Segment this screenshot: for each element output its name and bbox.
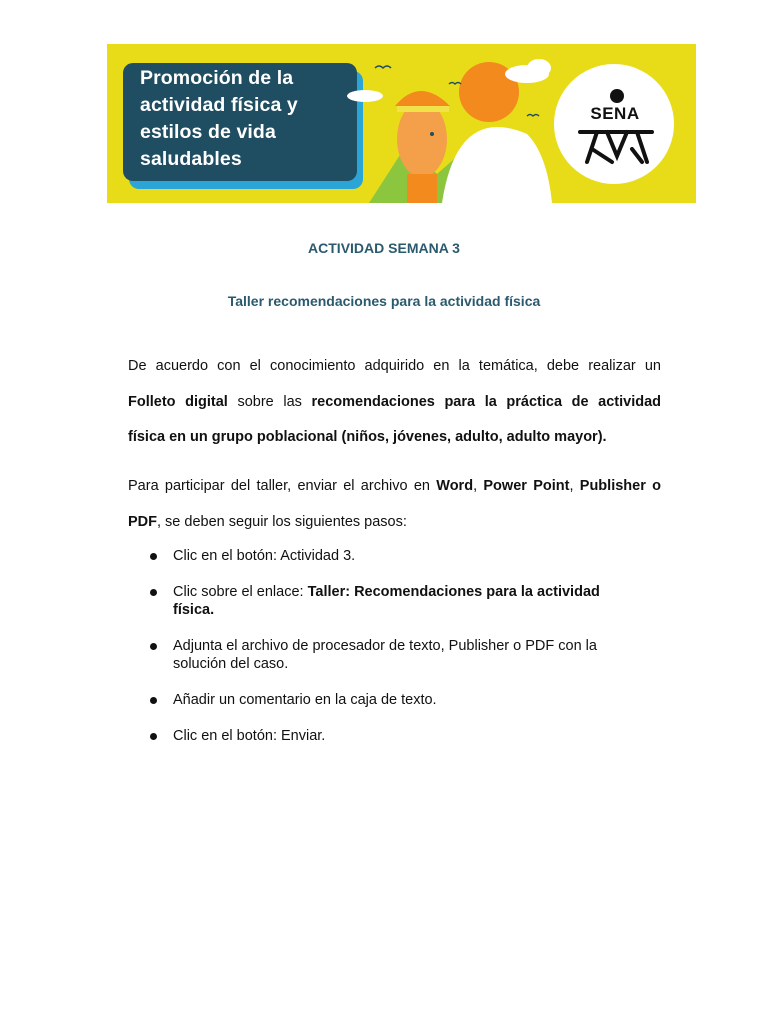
population-text: física en un grupo poblacional (niños, jóvenes, adulto, adulto mayor).: [128, 429, 607, 445]
bullet-icon: [150, 733, 157, 740]
sena-logo-text: SENA: [590, 104, 640, 123]
paragraph1-line2: [128, 393, 661, 411]
person-figure: [397, 101, 447, 177]
bullet-icon: [150, 643, 157, 650]
banner-title-line: Promoción de la: [140, 67, 294, 89]
step-text: Añadir un comentario en la caja de texto.: [173, 692, 437, 708]
list-item: [150, 637, 633, 673]
paragraph1-line1: De acuerdo con el conocimiento adquirido en la temática, debe realizar un: [128, 358, 661, 374]
powerpoint-format: Power Point: [483, 478, 570, 494]
comma: ,: [473, 478, 478, 494]
list-item: [150, 547, 650, 565]
word-format: Word: [436, 478, 474, 494]
steps-list: [150, 547, 650, 745]
paragraph2-intro: Para participar del taller, enviar el archivo en: [128, 478, 430, 494]
paragraph1-line3: [128, 428, 661, 446]
bullet-icon: [150, 589, 157, 596]
step-link-text: Taller: Recomendaciones para la actividad física.: [173, 584, 600, 618]
bullet-icon: [150, 553, 157, 560]
recommendations-text: recomendaciones para la práctica de actividad: [311, 394, 662, 410]
page-subtitle: Taller recomendaciones para la actividad física: [227, 293, 541, 309]
list-item: [150, 583, 633, 619]
page-title: ACTIVIDAD SEMANA 3: [308, 240, 460, 256]
step-text: Clic en el botón: Enviar.: [173, 728, 326, 744]
list-item: [150, 727, 650, 745]
sena-logo-circle: [554, 64, 674, 184]
bullet-icon: [150, 697, 157, 704]
publisher-format: Publisher o: [579, 478, 662, 494]
paragraph2-line1: [128, 477, 661, 495]
step-text: Adjunta el archivo de procesador de texto, Publisher o PDF con la solución del caso.: [173, 638, 597, 672]
folleto-digital-text: Folleto digital: [128, 394, 228, 410]
comma: ,: [569, 478, 574, 494]
list-item: [150, 691, 650, 709]
banner-title-line: saludables: [140, 148, 242, 170]
paragraph2-rest: , se deben seguir los siguientes pasos:: [157, 514, 407, 530]
banner-title-line: actividad física y: [140, 94, 298, 116]
paragraph2-line2: [128, 513, 661, 531]
paragraph1-mid-text: sobre las: [237, 394, 302, 410]
step-text: Clic sobre el enlace:: [173, 584, 304, 600]
banner-title: [140, 65, 370, 173]
pdf-format: PDF: [128, 514, 157, 530]
step-text: Clic en el botón: Actividad 3.: [173, 548, 356, 564]
white-hill-shape: [442, 127, 552, 203]
banner-title-line: estilos de vida: [140, 121, 276, 143]
